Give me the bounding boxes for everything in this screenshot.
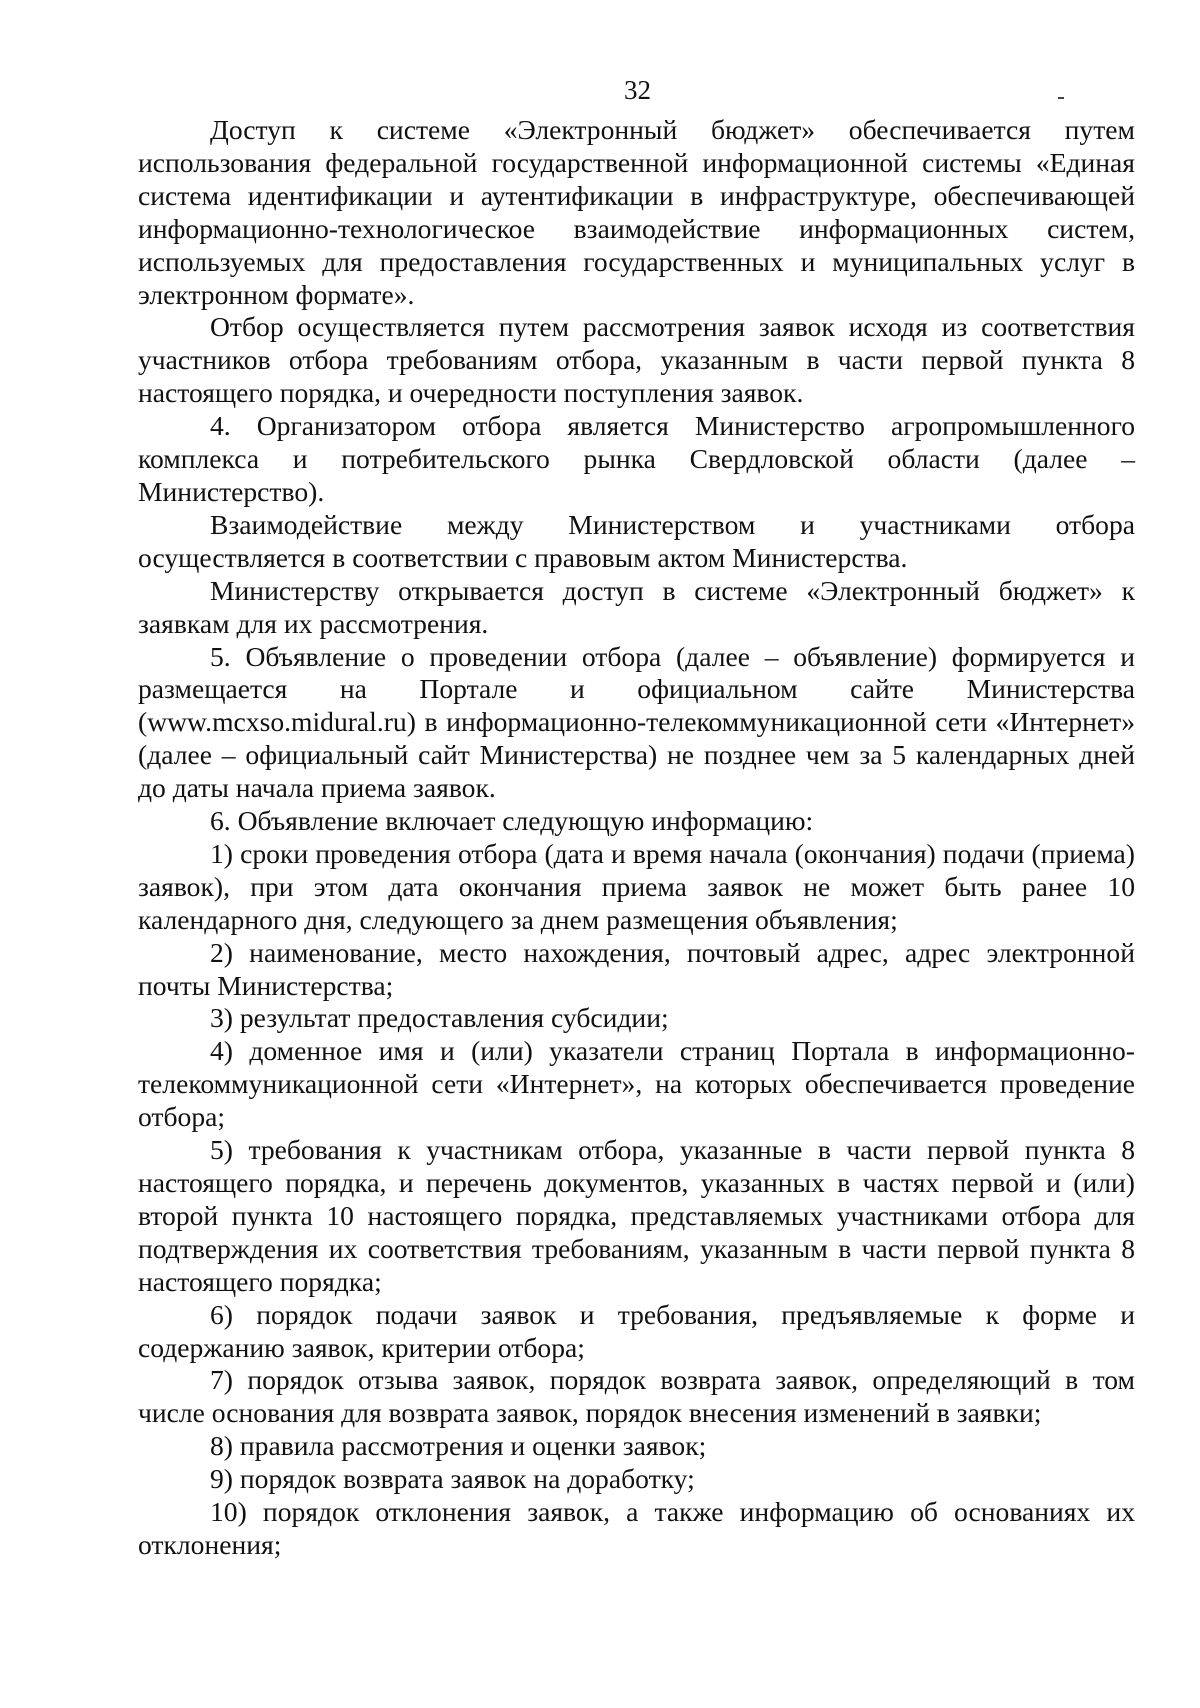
list-item-8: 8) правила рассмотрения и оценки заявок; xyxy=(210,1430,707,1462)
list-item-7: 7) порядок отзыва заявок, порядок возврата заявок, определяющий в том числе основания для возврата заявок, порядок внесения изменений в заявки; xyxy=(138,1364,1135,1429)
paragraph-announcement-info: 6. Объявление включает следующую информацию: xyxy=(210,805,814,837)
paragraph-selection-process: Отбор осуществляется путем рассмотрения заявок исходя из соответствия участников отбора требованиям отбора, указанным в части первой пункта 8 настоящего порядка, и очередности поступления заявок. xyxy=(138,311,1135,409)
list-item-10: 10) порядок отклонения заявок, а также информацию об основаниях их отклонения; xyxy=(138,1496,1135,1560)
scan-artifact-mark xyxy=(1058,97,1064,99)
page-number: 32 xyxy=(624,75,651,105)
paragraph-interaction: Взаимодействие между Министерством и участниками отбора осуществляется в соответствии с правовым актом Министерства. xyxy=(138,508,1135,573)
list-item-5: 5) требования к участникам отбора, указанные в части первой пункта 8 настоящего порядка, и перечень документов, указанных в частях первой и (или) второй пункта 10 настоящего порядка, представляемых участниками отбора для подтверждения их соответствия требованиям, указанным в части первой пункта 8 настоящего порядка; xyxy=(138,1134,1135,1297)
paragraph-announcement: 5. Объявление о проведении отбора (далее – объявление) формируется и размещается на Портале и официальном сайте Министерства (www.mcxso.midural.ru) в информационно-телекоммуникационной сети «Интернет» (далее – официальный сайт Министерства) не позднее чем за 5 календарных дней до даты начала приема заявок. xyxy=(138,640,1135,804)
list-item-6: 6) порядок подачи заявок и требования, предъявляемые к форме и содержанию заявок, критерии отбора; xyxy=(138,1298,1135,1363)
paragraph-ministry-access: Министерству открывается доступ в системе «Электронный бюджет» к заявкам для их рассмотрения. xyxy=(138,574,1135,639)
paragraph-organizer: 4. Организатором отбора является Министерство агропромышленного комплекса и потребительского рынка Свердловской области (далее – Министерство). xyxy=(138,410,1135,507)
list-item-2: 2) наименование, место нахождения, почтовый адрес, адрес электронной почты Министерства; xyxy=(138,936,1135,1001)
paragraph-access-system: Доступ к системе «Электронный бюджет» обеспечивается путем использования федеральной государственной информационной системы «Единая система идентификации и аутентификации в инфраструктуре, обеспечивающей информационно-технологическое взаимодействие информационных систем, используемых для предоставления государственных и муниципальных услуг в электронном формате». xyxy=(138,114,1135,310)
list-item-9: 9) порядок возврата заявок на доработку; xyxy=(210,1463,695,1495)
list-item-3: 3) результат предоставления субсидии; xyxy=(210,1002,669,1034)
document-body xyxy=(138,114,1135,1562)
list-item-1: 1) сроки проведения отбора (дата и время начала (окончания) подачи (приема) заявок), при этом дата окончания приема заявок не может быть ранее 10 календарного дня, следующего за днем размещения объявления; xyxy=(138,837,1135,935)
list-item-4: 4) доменное имя и (или) указатели страниц Портала в информационно-телекоммуникационной сети «Интернет», на которых обеспечивается проведение отбора; xyxy=(138,1035,1135,1133)
